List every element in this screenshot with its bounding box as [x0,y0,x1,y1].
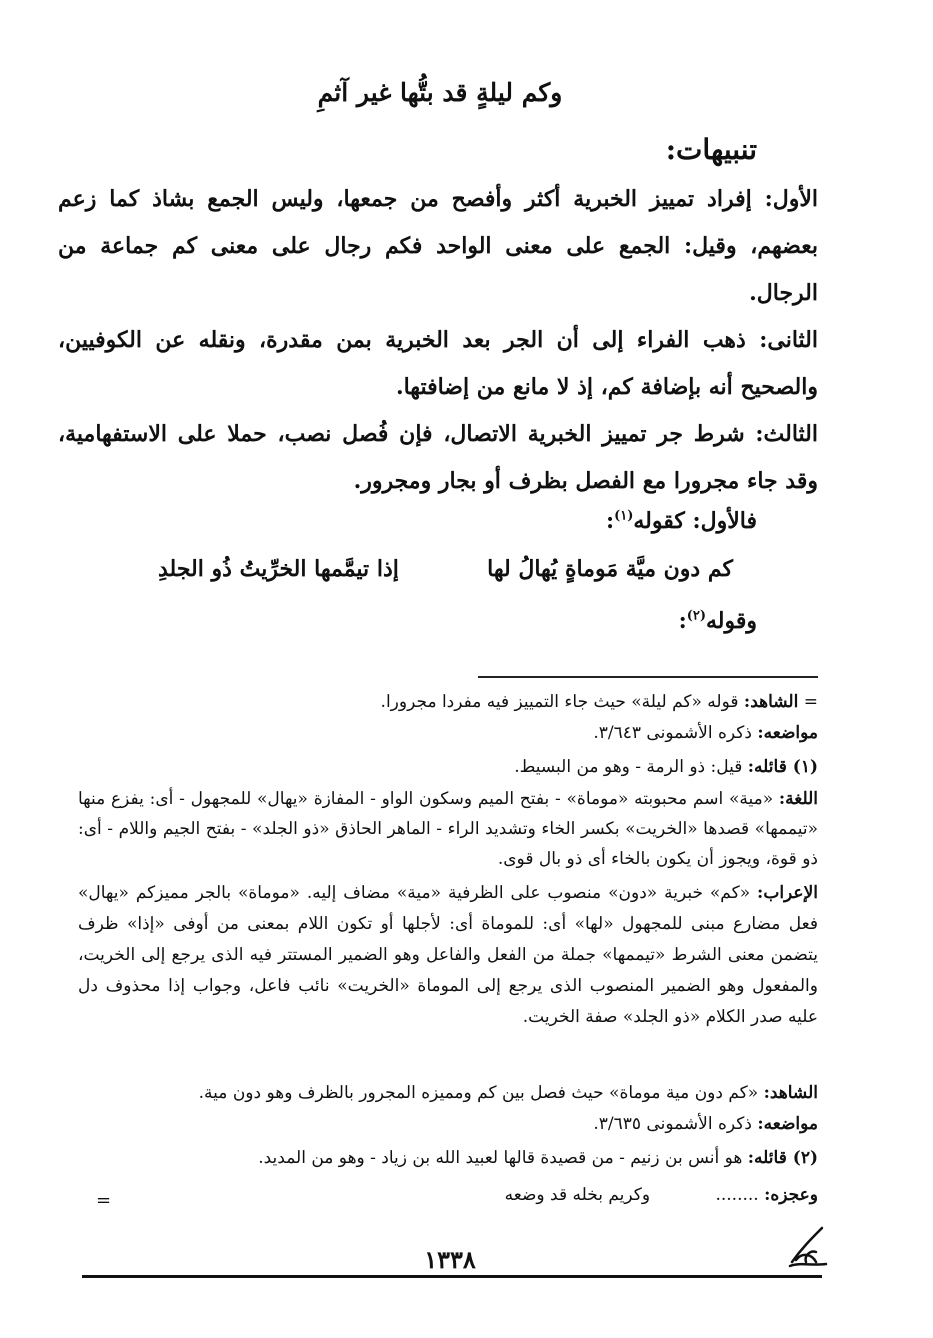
footnote-places-2 [78,1109,818,1140]
footnote-text: «مية» اسم محبوبته «موماة» - بفتح الميم وسكون الواو - المفازة «يهال» للمجهول - أى: يفزع منها «تيممها» قصدها «الخريت» بكسر الخاء وتشديد الراء - الماهر الحاذق «ذو الجلد» - بفتح الجيم واللام - أى: ذو قوة، ويجوز أن يكون بالخاء أى ذو بال قوى. [78,789,818,869]
footnote-text: قوله «كم ليلة» حيث جاء التمييز فيه مفردا مجرورا. [380,692,744,712]
footnote-text: «كم دون مية موماة» حيث فصل بين كم ومميزه المجرور بالظرف وهو دون مية. [198,1083,764,1103]
footnote-speaker-1 [78,752,818,783]
footnote-label: اللغة: [778,789,818,809]
verse-first-hemistich: كم دون ميَّة مَوماةٍ يُهالُ لها [487,556,733,582]
footnote-text: وكريم بخله قد وضعه [504,1185,651,1205]
footnote-ref-1: (١) [614,508,634,524]
footnote-label: وعجزه: [764,1185,818,1205]
continuation-mark: = [96,1190,112,1211]
example-intro-second-text: وقوله [705,608,757,634]
footnote-label: (١) قائله: [747,757,818,777]
note-first [58,176,818,317]
footnote-separator [478,676,818,678]
footnote-text: هو أنس بن زنيم - من قصيدة قالها لعبيد الله بن زياد - وهو من المديد. [258,1148,748,1168]
footnote-label: مواضعه: [757,1114,818,1134]
footnote-witness-2 [78,1078,818,1109]
note-second [58,317,818,411]
note-first-lead: الأول: [764,186,818,212]
footnote-label: الشاهد: [743,692,799,712]
opening-verse: وكم ليلةٍ قد بتُّها غير آثمِ [317,78,563,107]
footnote-text: ذكره الأشمونى ٣/٦٣٥. [593,1114,758,1134]
footnote-grammar [78,878,818,1033]
page-number: ١٣٣٨ [424,1245,476,1274]
example-intro-first-colon: : [605,508,615,534]
footnote-label: الشاهد: [763,1083,818,1103]
verse-second-hemistich: إذا تيمَّمها الخرِّيتُ ذُو الجلدِ [158,556,399,582]
footnote-text: قيل: ذو الرمة - وهو من البسيط. [514,757,748,777]
continuation-from-previous: = [803,692,818,712]
footnote-places-1 [78,718,818,749]
footnote-label: (٢) قائله: [747,1148,818,1168]
footnote-label: الإعراب: [757,883,818,903]
example-intro-first-text: فالأول: كقوله [633,508,757,534]
page-bottom-rule [82,1275,822,1278]
section-heading: تنبيهات: [665,133,757,166]
footnote-witness-1 [78,687,818,718]
note-third-text: شرط جر تمييز الخبرية الاتصال، فإن فُصل نصب، حملا على الاستفهامية، وقد جاء مجرورا مع الفصل بظرف أو بجار ومجرور. [58,421,818,494]
footnote-ref-2: (٢) [686,608,706,624]
example-intro-first [357,508,757,534]
footnote-text: «كم» خبرية «دون» منصوب على الظرفية «مية» مضاف إليه. «موماة» بالجر مميزكم «يهال» فعل مضارع مبنى للمجهول «لها» أى: للموماة أى: لأجلها أو تكون اللام بمعنى من أوفى «إذا» ظرف يتضمن معنى الشرط «تيممها» جملة من الفعل والفاعل وهو الضمير المستتر فيه الذى يرجع إلى الخريت، والمفعول وهو الضمير المنصوب الذى يرجع إلى الموماة «الخريت» نائب فاعل، وجواب إذا محذوف دل عليه صدر الكلام «ذو الجلد» صفة الخريت. [78,883,818,1027]
ornament-flourish-icon [782,1222,830,1272]
footnote-text: ذكره الأشمونى ٣/٦٤٣. [593,723,758,743]
footnote-hemistich [78,1180,818,1211]
note-second-lead: الثانى: [759,327,818,353]
example-intro-second [357,608,757,634]
hemistich-ellipsis: ........ [710,1185,765,1205]
footnote-language [78,784,818,874]
note-second-text: ذهب الفراء إلى أن الجر بعد الخبرية بمن مقدرة، ونقله عن الكوفيين، والصحيح أنه بإضافة كم، إذ لا مانع من إضافتها. [58,327,818,400]
note-third-lead: الثالث: [755,421,818,447]
note-first-text: إفراد تمييز الخبرية أكثر وأفصح من جمعها، وليس الجمع بشاذ كما زعم بعضهم، وقيل: الجمع على معنى الواحد فكم رجال على معنى كم جماعة من الرجال. [58,186,818,306]
example-intro-second-colon: : [678,608,687,634]
note-third [58,411,818,505]
footnote-label: مواضعه: [757,723,818,743]
footnote-speaker-2 [78,1143,818,1174]
